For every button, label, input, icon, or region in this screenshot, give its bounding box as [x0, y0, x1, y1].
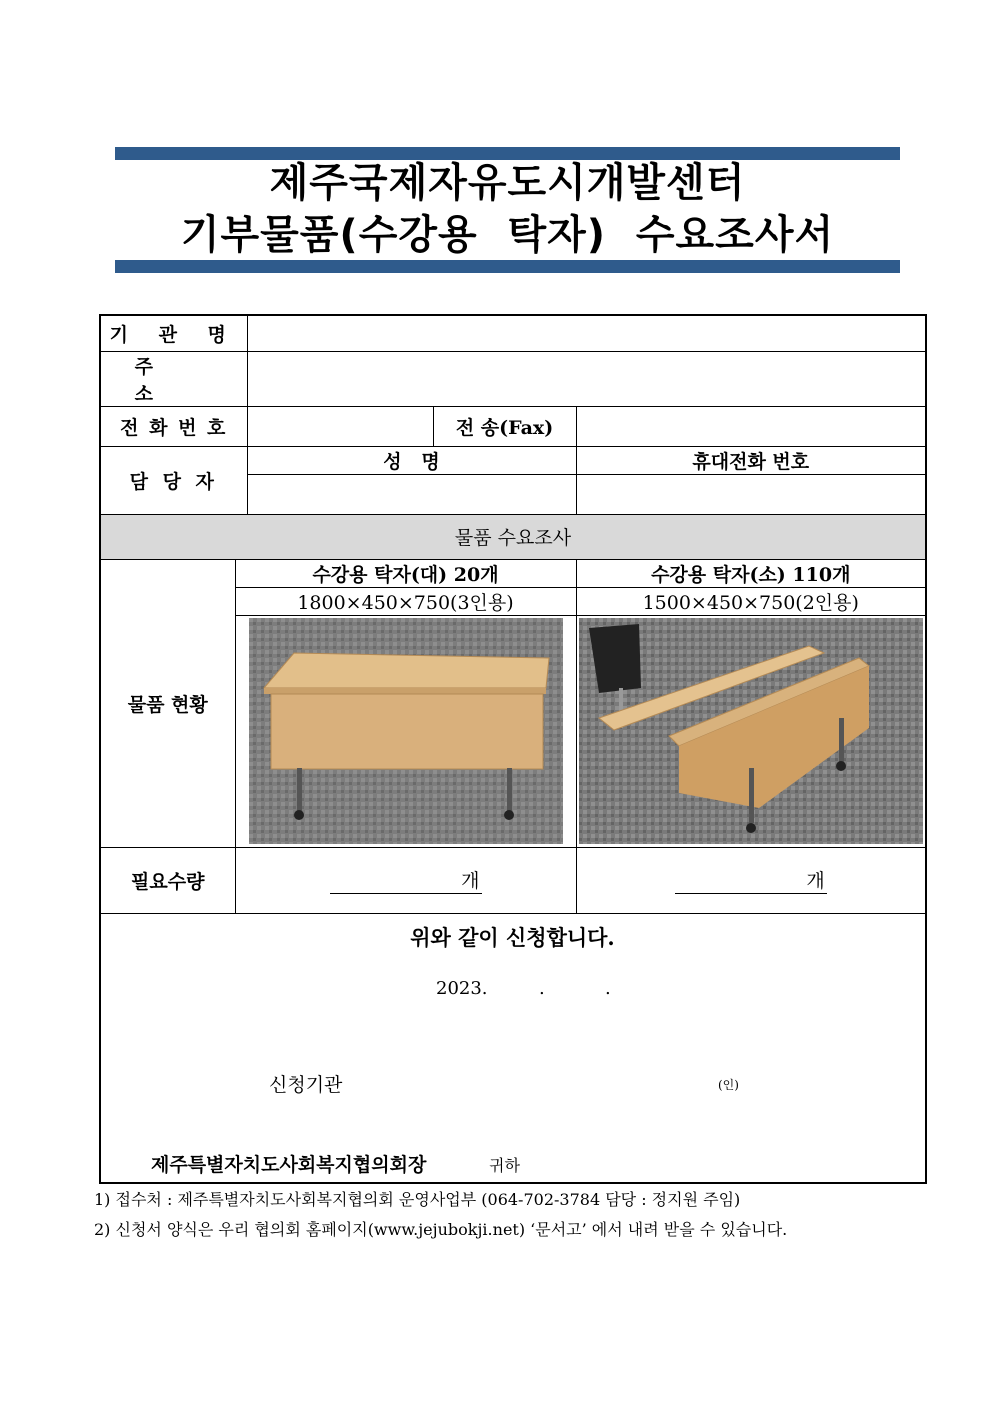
- item-large-dims: 1800×450×750(3인용): [235, 587, 576, 615]
- manager-name-field[interactable]: [247, 474, 576, 514]
- manager-label: 담 당 자: [100, 446, 247, 514]
- org-name-label: 기 관 명: [100, 315, 247, 351]
- section-title: 물품 수요조사: [100, 514, 926, 559]
- items-label: 물품 현황: [100, 559, 235, 847]
- title-line-2: 기부물품(수강용 탁자) 수요조사서: [180, 212, 835, 258]
- title-bottom-bar: [115, 260, 900, 273]
- manager-mobile-header: 휴대전화 번호: [576, 446, 926, 474]
- request-cell: [100, 913, 926, 1183]
- applicant-label: 신청기관: [269, 1073, 343, 1096]
- qty-small-input[interactable]: 개: [675, 866, 827, 894]
- large-desk-photo: [249, 618, 563, 844]
- request-form-table: [99, 314, 927, 1184]
- phone-field[interactable]: [247, 406, 433, 446]
- qty-small-cell: [576, 847, 926, 913]
- manager-mobile-field[interactable]: [576, 474, 926, 514]
- date-year: 2023.: [436, 977, 488, 999]
- manager-name-header: 성 명: [247, 446, 576, 474]
- date-dot-1: .: [539, 977, 545, 999]
- fax-label: 전 송(Fax): [433, 406, 576, 446]
- qty-large-input[interactable]: 개: [330, 866, 482, 894]
- item-small-photo-cell: [576, 615, 926, 847]
- item-small-dims: 1500×450×750(2인용): [576, 587, 926, 615]
- title-line-1: 제주국제자유도시개발센터: [269, 160, 746, 206]
- phone-label: 전 화 번 호: [100, 406, 247, 446]
- item-small-title: 수강용 탁자(소) 110개: [576, 559, 926, 587]
- fax-field[interactable]: [576, 406, 926, 446]
- item-large-title: 수강용 탁자(대) 20개: [235, 559, 576, 587]
- request-statement: 위와 같이 신청합니다.: [410, 924, 615, 950]
- item-large-photo-cell: [235, 615, 576, 847]
- org-name-field[interactable]: [247, 315, 926, 351]
- note-2: 2) 신청서 양식은 우리 협의회 홈페이지(www.jejubokji.net) ‘문서고’ 에서 내려 받을 수 있습니다.: [94, 1220, 788, 1239]
- recipient: 제주특별자치도사회복지협의회장: [151, 1153, 427, 1176]
- small-desk-photo: [579, 618, 923, 844]
- honorific: 귀하: [489, 1155, 520, 1175]
- address-label: 주 소: [100, 351, 247, 406]
- qty-large-cell: [235, 847, 576, 913]
- note-1: 1) 접수처 : 제주특별자치도사회복지협의회 운영사업부 (064-702-3784 담당 : 정지원 주임): [94, 1190, 741, 1209]
- seal-mark: (인): [718, 1077, 739, 1092]
- qty-label: 필요수량: [100, 847, 235, 913]
- date-dot-2: .: [605, 977, 611, 999]
- address-field[interactable]: [247, 351, 926, 406]
